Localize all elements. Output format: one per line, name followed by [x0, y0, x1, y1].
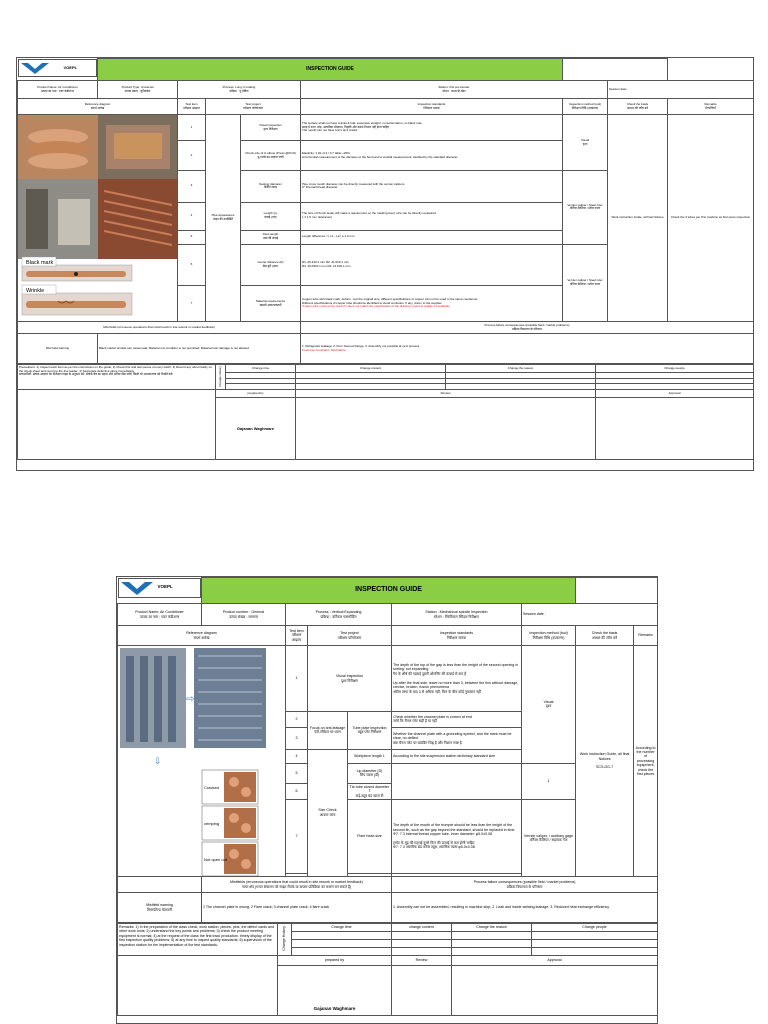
- sheet2-table: [117, 577, 658, 923]
- sheet1-change-col: Change people: [596, 365, 754, 373]
- sheet2-review-header: Review: [392, 956, 452, 966]
- sheet1-standard: Length difference = | L1 - L2 | ≤ 1.0 mm: [301, 230, 563, 244]
- inspection-guide-sheet-1: [16, 57, 754, 471]
- sheet2-prepared-header: prepared by: [278, 956, 392, 966]
- sheet1-approval-header: Approval: [596, 390, 754, 398]
- sheet2-failure-header: Process failure consequences (possible field / market problems) प्रक्रिया विफलता के परिणाम: [392, 877, 658, 893]
- sheet2-group-anti-leakage: Focus on anti-leakage एंटी-लीकेज पर ध्यान: [308, 712, 348, 750]
- sheet1-check-basis: Work instruction Guide, all final Notices: [608, 115, 668, 322]
- sheet1-review-header: Review: [296, 390, 596, 398]
- sheet1-remarks: Check the 3 tubes per first machine as first piece inspection: [668, 115, 754, 322]
- sheet1-item-no: 1: [178, 115, 206, 141]
- sheet2-mistake-label: Mistfield warning मिस्टफील्ड चेतावनी: [118, 893, 202, 923]
- sheet2-change-history-label: Change History: [278, 924, 292, 956]
- sheet2-remarks-block: Remarks: 1) In the preparation of the class check, work station, pieces, pins, the defect cards and other work tools; 2) understand the key points and problems; 3) check the product meeting equipment is normal; 4) at the request of the class the first track production, timely display of the first inspection quality problems; 5) at any time to inspect quality standards; 6) supervision of the inspection station for the implementation of the test standards.: [118, 924, 278, 956]
- sheet1-change-col: Change time: [226, 365, 296, 373]
- sheet1-standard: Copper tube with black mark, deform, rust the original size, different specifications of copper can not be used in the same condenser. Different specifications of copper tube should be identified to avoid confusion, if any, return to the supplier. Copper tube must not be used if it does not match the specification of the drawing; report to quality immediately.: [301, 286, 563, 322]
- sheet2-photo-label-crimping: crimping: [204, 821, 220, 826]
- sheet2-review-signature: [392, 966, 452, 1016]
- sheet1-check-basis-header: Check the basis आधार की जाँच करें: [608, 99, 668, 115]
- sheet1-change-history-label: Change History: [216, 365, 226, 390]
- sheet1-session-date: Session date :: [608, 81, 754, 99]
- sheet2-standard: The depth of the top of the gap is less than the height of the second opening in sorting; not expanding गैप के शीर्ष की गहराई दूसरी ओपनिंग की ऊंचाई से कम है Up after the final side, leave no more than 3, between the fins without damage, crevice, broken, fusion phenomena अंतिम तरफ के बाद 3 से अधिक नहीं, फिन के बीच कोई नुकसान नहीं: [392, 646, 522, 712]
- sheet1-product-name: Product Name: Air Conditioner उत्पाद का नाम : एयर कंडीशनर: [18, 81, 98, 99]
- sheet2-check-basis-header: Check the basis आधार की जाँच करें: [576, 626, 634, 646]
- sheet1-review-signature: [296, 398, 596, 460]
- sheet1-standard: Pipe cross mouth diameter can be directly measured with the vernier calipers 0° Internal thread diameter: [301, 171, 563, 203]
- sheet1-photo-collage: [18, 115, 178, 321]
- sheet2-item-no: 6: [286, 783, 308, 799]
- sheet2-method-header: Inspection method (tool) निरीक्षण विधि (उपकरण): [522, 626, 576, 646]
- sheet2-logo-cell: [118, 578, 202, 598]
- down-arrow-icon: ⇩: [154, 757, 162, 767]
- sheet1-project: Material requirements सामग्री आवश्यकताएँ: [241, 286, 301, 322]
- sheet2-change-col: Change time: [292, 924, 392, 932]
- sheet2-notes-block: [118, 956, 278, 1016]
- sheet1-project: Visual inspection दृश्य निरीक्षण: [241, 115, 301, 141]
- sheet1-photo-label-black-mark: Black mark: [26, 260, 54, 266]
- company-logo-icon: [120, 580, 154, 596]
- sheet2-title: INSPECTION GUIDE: [202, 578, 576, 604]
- sheet1-standard: The surface shall not have cracks & fold, excessive straight, no deformation, no black note सतह में दरार, मोड़, अत्यधिक सीधापन, विकृति और काला निशान नहीं होना चाहिए The mouth can not have burrs and cracks: [301, 115, 563, 141]
- sheet1-product-type: Product Type: Universal उत्पाद प्रकार : यूनिवर्सल: [98, 81, 178, 99]
- sheet2-item-no: 3: [286, 727, 308, 749]
- sheet2-mistake-spacer: [118, 877, 202, 893]
- sheet2-product-name: Product Name: Air Conditioner उत्पाद का नाम : एयर कंडीशनर: [118, 604, 202, 626]
- sheet1-blank-top: [563, 59, 668, 81]
- sheet1-mistake-label: Mist field warning: [18, 334, 98, 364]
- sheet2-project: Lip diameter (D) लिप व्यास (डी): [348, 763, 392, 783]
- sheet1-change-col: Change content: [296, 365, 446, 373]
- sheet2-photo-label-cracked: Cracked: [204, 785, 219, 790]
- sheet2-method-visual: Visual दृश्य: [522, 646, 576, 764]
- sheet1-title: INSPECTION GUIDE: [98, 59, 563, 81]
- sheet2-session-date: Session date :: [522, 604, 658, 626]
- sheet1-project: Nesting diameter नेस्टिंग व्यास: [241, 171, 301, 203]
- sheet1-item-no: 5: [178, 230, 206, 244]
- sheet2-station: Station : Mechanical spindle Inspection स्टेशन : मैकेनिकल स्पिंडल निरीक्षण: [392, 604, 522, 626]
- right-arrow-icon: ⇨: [186, 694, 195, 705]
- sheet1-item-no: 6: [178, 244, 206, 286]
- sheet2-item-no: 4: [286, 749, 308, 763]
- sheet2-mistake-header: Mistfields (erroneous operations that could result in site rework or market feedback) गलत क्षेत्र (गलत संचालन जो साइट रीवर्क या बाजार प्रतिक्रिया का कारण बन सकते हैं): [202, 877, 392, 893]
- sheet1-standard: Elasticity: ± 20~0.3 / 0.7 table +20% A horizontal measurement of the diameter of the bend and a vertical measurement, decided by the standard diameter: [301, 141, 563, 171]
- sheet1-group-label: Pipe Appearance पाइप की उपस्थिति: [206, 115, 241, 322]
- inspection-guide-sheet-2: [116, 576, 658, 1024]
- sheet2-process: Process : Vertical Expanding प्रक्रिया : वर्टिकल एक्सपैंडिंग: [286, 604, 392, 626]
- sheet2-test-project-header: Test project परीक्षण परियोजना: [308, 626, 392, 646]
- sheet1-bottom-table: [17, 364, 754, 460]
- sheet2-failure-text: 1. Assembly can not be assembled, resulting in machine stop; 2. Leak and inside welding leakage; 3. Reduced heat exchange efficiency: [392, 893, 658, 923]
- sheet2-mistake-text: 1 The channel plate is wrong; 2 Flare crack; 3 channel plate crack; 4 flare crack: [202, 893, 392, 923]
- sheet2-standard-empty: [392, 763, 522, 799]
- company-name: VOEPL: [157, 584, 173, 590]
- sheet2-standard: According to the site suspension station dictionary standard size: [392, 749, 522, 763]
- sheet1-prepared-name: Gajanan Waghmare: [216, 398, 296, 460]
- sheet2-blank-top: [576, 578, 658, 604]
- sheet1-item-no: 3: [178, 171, 206, 203]
- sheet1-standard: The size of Punch tester will make a requirement on the marking level; size can be directly measured L ± 1.5 mm (tolerance): [301, 202, 563, 230]
- sheet2-item-no: 5: [286, 763, 308, 783]
- sheet1-item-no: 7: [178, 286, 206, 322]
- sheet1-logo-cell: [18, 59, 98, 77]
- sheet1-precautions: Precautions: 1) Inspect each item as per the instructions on the guide; 2) Check first and last pieces of every batch; 3) Record any abnormality on the check sheet and report to the line leader; 4) Segregate defective pipes immediately. सावधानियाँ: प्रत्येक आइटम का निरीक्षण गाइड के अनुसार करें; प्रत्येक बैच का पहला और अंतिम पीस जांचें; किसी भी असामान्यता को रिकॉर्ड करें।: [18, 365, 216, 390]
- sheet2-prepared-name: Gajanan Waghmare: [278, 966, 392, 1016]
- sheet2-standards-header: Inspection standards निरीक्षण मानक: [392, 626, 522, 646]
- sheet2-method-caliper: Vernier caliper, / auxiliary gage वर्नियर कैलिपर / सहायक गेज: [522, 799, 576, 876]
- sheet1-item-no: 2: [178, 141, 206, 171]
- sheet1-project: Center distance (R) केंद्र दूरी (आर): [241, 244, 301, 286]
- sheet1-method-caliper2: Vernier caliper / Steel ruler वर्नियर कैलिपर / स्टील रूलर: [563, 244, 608, 322]
- sheet1-notes-block: [18, 390, 216, 460]
- sheet2-change-col: Change the reason: [452, 924, 532, 932]
- sheet2-approval-header: Approval: [452, 956, 658, 966]
- sheet1-photo-label-wrinkle: Wrinkle: [26, 288, 45, 294]
- sheet2-standard: Check whether the channel plate is correct at end जांचें कि चैनल प्लेट सही है या नहीं: [392, 712, 522, 728]
- sheet2-bottom-table: [117, 923, 658, 1016]
- sheet1-ref-diagram-header: Reference diagram संदर्भ आरेख: [18, 99, 178, 115]
- sheet1-failure-header: Process failure consequences (possible field / market problems) प्रक्रिया विफलता के परिणाम: [301, 322, 754, 334]
- sheet2-change-col: Change people: [532, 924, 658, 932]
- sheet1-remarks-header: Remarks टिप्पणियाँ: [668, 99, 754, 115]
- sheet2-project: Workpiece length L: [348, 749, 392, 763]
- sheet2-item-no: 1: [286, 646, 308, 712]
- sheet1-failure-text: 1. Refrigerant leakage; 2. Poor heat exchange; 3. Assembly not possible at next process Customer complaint / field failure: [301, 334, 754, 364]
- sheet2-standard: Whether the channel plate with a grounding symbol, and the mark must be clear, no deflect क्या चैनल प्लेट पर ग्राउंडिंग चिह्न है और निशान स्पष्ट है: [392, 727, 522, 749]
- sheet1-test-project-header: Test project परीक्षण परियोजना: [206, 99, 301, 115]
- sheet1-method-header: Inspection method (tool) निरीक्षण विधि (उपकरण): [563, 99, 608, 115]
- sheet2-product-number: Product number : General उत्पाद संख्या : सामान्य: [202, 604, 286, 626]
- sheet1-standard: R1: 25.4±0.1 mm R2: 21.0±0.1 mm R3: 19.05±0.1 mm R4: 13.0±0.1 mm: [301, 244, 563, 286]
- sheet2-remarks: According to the number of processing equipment, check the first pieces: [634, 646, 658, 877]
- sheet1-item-no: 4: [178, 202, 206, 230]
- sheet2-group-size-check: Size Check आकार जांच: [308, 749, 348, 876]
- sheet2-item-no: 7: [286, 799, 308, 873]
- sheet2-standard: The depth of the mouth of the trumpet should be less than the height of the second fin, such as the gap beyond the standard, should be replaced in time Φ7: 7.3 internal thread copper tube, inner diameter: φ5.0±0.08 ट्रम्पेट के मुंह की गहराई दूसरे फिन की ऊंचाई से कम होनी चाहिए Φ7: 7.3 आंतरिक थ्रेड कॉपर ट्यूब, आंतरिक व्यास φ5.0±0.08: [392, 799, 522, 873]
- sheet1-method-caliper: Vernier caliper / Steel ruler वर्नियर कैलिपर / स्टील रूलर: [563, 171, 608, 245]
- sheet1-mistake-header: Mist fields (erroneous operations that could result in site rework or market feedback): [18, 322, 301, 334]
- sheet2-photo-label-not-open-out: Not open out: [204, 857, 227, 862]
- sheet2-test-item-header: Test item परीक्षण आइटम: [286, 626, 308, 646]
- sheet1-project: Length (L) लंबाई (एल): [241, 202, 301, 230]
- sheet2-project: Tie-tube closed diameter T टाई-ट्यूब बंद व्यास टी: [348, 783, 392, 799]
- sheet2-remarks-header: Remarks: [634, 626, 658, 646]
- sheet1-approval-signature: [596, 398, 754, 460]
- sheet1-project: Pass length पास की लंबाई: [241, 230, 301, 244]
- sheet2-item-no: 2: [286, 712, 308, 728]
- sheet1-change-col: Change the reason: [446, 365, 596, 373]
- sheet1-reference-photos: [18, 115, 178, 322]
- sheet1-table: [17, 58, 754, 364]
- sheet1-project: Check size of U-elbow (Press @Pro9) यू-एल्बो का आकार जांचें: [241, 141, 301, 171]
- sheet2-method-count: 1: [522, 763, 576, 799]
- sheet2-check-basis: Work instruction Guide, all final Notices SCS-DG-7: [576, 646, 634, 877]
- sheet2-ref-diagram-header: Reference diagram संदर्भ आरेख: [118, 626, 286, 646]
- sheet1-test-item-header: Test item परीक्षण आइटम: [178, 99, 206, 115]
- sheet1-mistake-text: Black marks/ wrinkle can cause leak; Material mix condition is not permitted; Material rust/ damage is not allowed: [98, 334, 301, 364]
- sheet1-method-visual: Visual दृश्य: [563, 115, 608, 171]
- sheet2-photo-collage: [118, 646, 286, 876]
- sheet1-standards-header: Inspection standards निरीक्षण मानक: [301, 99, 563, 115]
- sheet2-project: Visual inspection दृश्य निरीक्षण: [308, 646, 392, 712]
- company-name: VOEPL: [63, 64, 78, 70]
- sheet2-project: Flare head size: [348, 799, 392, 873]
- sheet2-reference-photos: [118, 646, 286, 877]
- sheet2-approval-signature: [452, 966, 658, 1016]
- sheet2-change-col: change content: [392, 924, 452, 932]
- sheet1-process: Process: Long U making प्रक्रिया : यू मेकिंग: [178, 81, 301, 99]
- sheet1-prepared-header: prepared by: [216, 390, 296, 398]
- company-logo-icon: [20, 61, 50, 75]
- sheet1-station: Station: first pre-bender स्टेशन : प्रथम प्री-बेंडर: [301, 81, 608, 99]
- sheet2-project: Tube plate inspection ट्यूब प्लेट निरीक्षण: [348, 712, 392, 750]
